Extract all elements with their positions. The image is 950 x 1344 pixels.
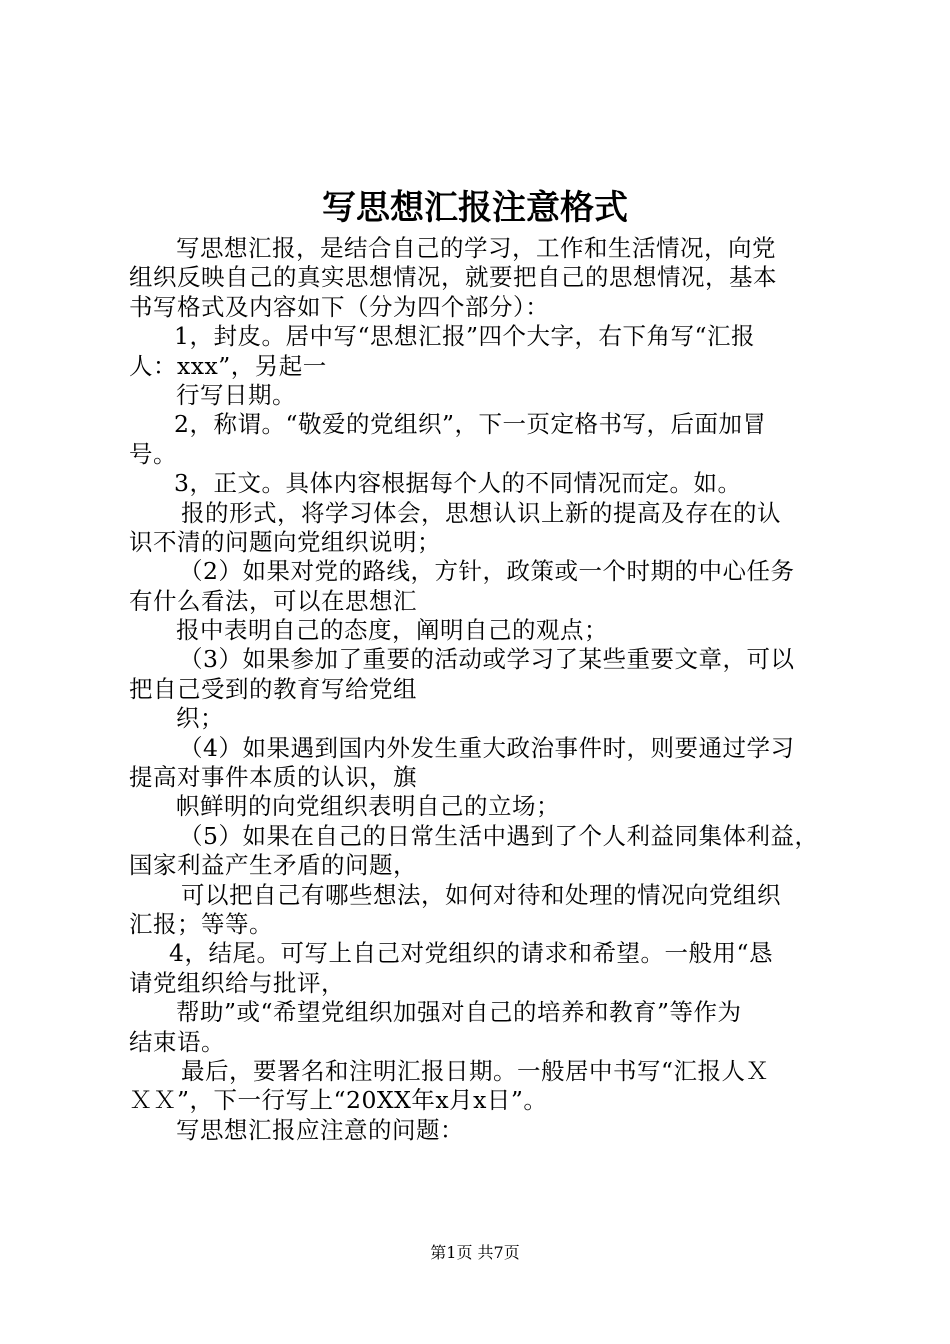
- body-line: 国家利益产生矛盾的问题，: [129, 851, 417, 880]
- page-number: 第1页 共7页: [430, 1243, 520, 1262]
- document-body: [129, 234, 837, 1145]
- body-line: 报中表明自己的态度，阐明自己的观点；: [176, 616, 608, 645]
- body-line: 组织反映自己的真实思想情况，就要把自己的思想情况，基本: [129, 263, 777, 292]
- body-line: 结束语。: [129, 1027, 225, 1056]
- body-line: （3）如果参加了重要的活动或学习了某些重要文章，可以: [179, 645, 795, 674]
- body-line: （4）如果遇到国内外发生重大政治事件时，则要通过学习: [179, 733, 795, 762]
- body-line: 行写日期。: [176, 380, 296, 409]
- body-line: （2）如果对党的路线，方针，政策或一个时期的中心任务: [179, 557, 795, 586]
- body-line: 织；: [176, 704, 224, 733]
- body-line: 识不清的问题向党组织说明；: [129, 527, 441, 556]
- body-line: 3，正文。具体内容根据每个人的不同情况而定。如。: [174, 469, 742, 498]
- body-line: 汇报；等等。: [129, 909, 273, 938]
- body-line: 可以把自己有哪些想法，如何对待和处理的情况向党组织: [181, 880, 781, 909]
- body-line: ＸＸ”，下一行写上“20XX年x月x日”。: [129, 1086, 548, 1115]
- body-line: 书写格式及内容如下（分为四个部分）：: [129, 292, 550, 321]
- body-line: 有什么看法，可以在思想汇: [129, 586, 417, 615]
- body-line: 1，封皮。居中写“思想汇报”四个大字，右下角写“汇报: [174, 322, 755, 351]
- body-line: 人：xxx”，另起一: [129, 351, 327, 380]
- body-line: 最后，要署名和注明汇报日期。一般居中书写“汇报人Ｘ: [181, 1056, 770, 1085]
- body-line: 请党组织给与批评，: [129, 968, 345, 997]
- body-line: 提高对事件本质的认识，旗: [129, 763, 417, 792]
- body-line: 把自己受到的教育写给党组: [129, 674, 417, 703]
- body-line: 写思想汇报应注意的问题：: [176, 1115, 464, 1144]
- document-title: 写思想汇报注意格式: [322, 188, 628, 228]
- body-line: （5）如果在自己的日常生活中遇到了个人利益同集体利益，: [179, 821, 819, 850]
- body-line: 号。: [129, 439, 177, 468]
- body-line: 4，结尾。可写上自己对党组织的请求和希望。一般用“恳: [169, 939, 773, 968]
- body-line: 报的形式，将学习体会，思想认识上新的提高及存在的认: [181, 498, 781, 527]
- body-line: 帮助”或“希望党组织加强对自己的培养和教育”等作为: [176, 998, 742, 1027]
- body-line: 写思想汇报，是结合自己的学习，工作和生活情况，向党: [176, 234, 776, 262]
- body-line: 帜鲜明的向党组织表明自己的立场；: [176, 792, 560, 821]
- body-line: 2，称谓。“敬爱的党组织”，下一页定格书写，后面加冒: [174, 410, 767, 439]
